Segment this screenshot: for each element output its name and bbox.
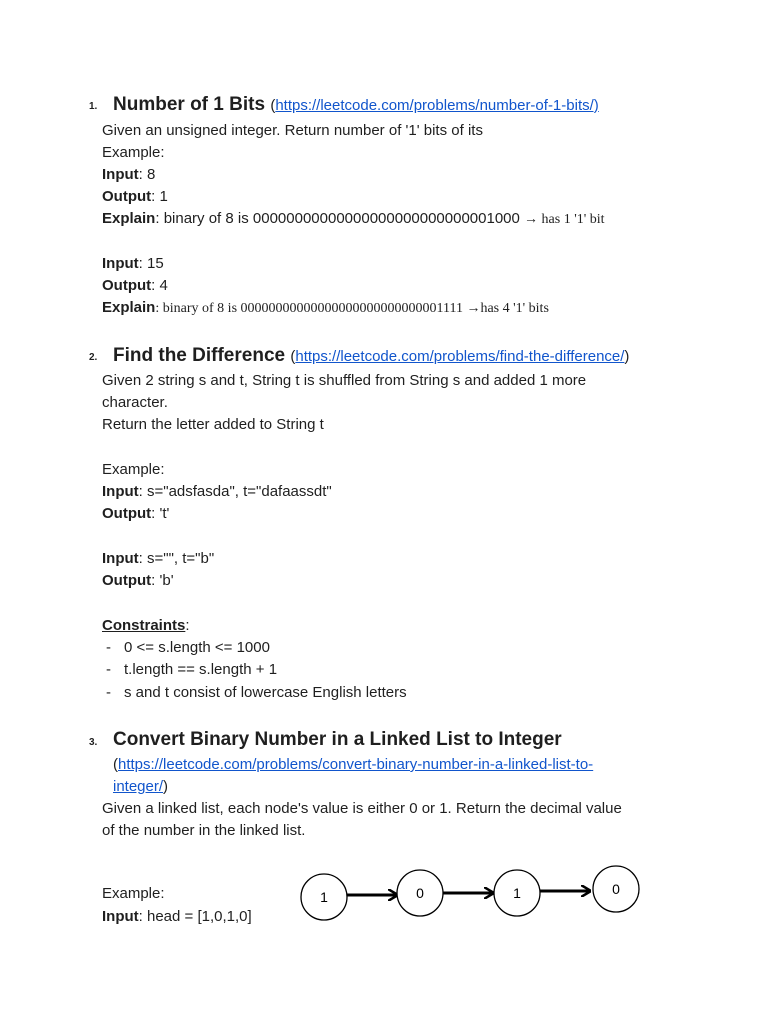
section-3-desc-line-2: of the number in the linked list. <box>102 822 306 839</box>
section-3-link[interactable]: https://leetcode.com/problems/convert-binary-number-in-a-linked-list-to- <box>118 756 594 773</box>
section-3-link-continued[interactable]: integer/ <box>113 778 164 795</box>
input-value: : head = [1,0,1,0] <box>138 908 252 925</box>
constraints-label: Constraints <box>102 617 186 634</box>
input-value: : 8 <box>138 166 156 183</box>
section-2-ex1-output <box>102 504 169 524</box>
section-3-example-label: Example: <box>102 885 165 902</box>
section-2-number: 2. <box>89 352 98 363</box>
explain-label: Explain <box>102 299 156 316</box>
section-1-ex1-input <box>102 165 155 185</box>
output-label: Output <box>102 277 152 294</box>
section-1-heading <box>113 93 599 118</box>
section-1-ex2-explain <box>102 298 549 319</box>
input-label: Input <box>102 166 139 183</box>
section-2-example-label: Example: <box>102 461 165 478</box>
section-3-input <box>102 907 252 927</box>
output-value: : 4 <box>151 277 168 294</box>
section-2-ex2-input <box>102 549 214 569</box>
list-node-3-value: 1 <box>513 885 521 901</box>
section-1-ex2-output <box>102 276 168 296</box>
list-node-4-value: 0 <box>612 881 620 897</box>
section-3-link-line-2 <box>113 777 168 797</box>
section-2-desc-line-2: character. <box>102 394 168 411</box>
constraint-item: t.length == s.length + 1 <box>124 661 278 678</box>
output-value: : 1 <box>151 188 168 205</box>
list-node-1-value: 1 <box>320 889 328 905</box>
section-1-number: 1. <box>89 101 98 112</box>
input-value: : s="", t="b" <box>138 550 215 567</box>
section-2-desc-line-3: Return the letter added to String t <box>102 416 324 433</box>
section-1-title: Number of 1 Bits <box>113 94 266 115</box>
input-value: : s="adsfasda", t="dafaassdt" <box>138 483 332 500</box>
constraint-item: s and t consist of lowercase English letters <box>124 684 407 701</box>
section-3-link-line-1 <box>113 755 593 775</box>
input-label: Input <box>102 908 139 925</box>
section-2-heading <box>113 344 629 369</box>
input-label: Input <box>102 483 139 500</box>
section-1-link-wrapper: (https://leetcode.com/problems/number-of-1-bits/) <box>270 97 599 114</box>
constraints-heading <box>102 616 190 636</box>
close-paren: ) <box>163 778 169 795</box>
bullet-dash: - <box>106 661 111 678</box>
bullet-dash: - <box>106 639 111 656</box>
input-label: Input <box>102 550 139 567</box>
list-node-2-value: 0 <box>416 885 424 901</box>
input-label: Input <box>102 255 139 272</box>
constraints-colon: : <box>185 617 190 634</box>
section-3-number: 3. <box>89 737 98 748</box>
section-3-heading <box>113 728 562 752</box>
explain-label: Explain <box>102 210 156 227</box>
explain-tail: → has 1 '1' bit <box>524 212 605 227</box>
section-2-link-wrapper: (https://leetcode.com/problems/find-the-difference/) <box>290 348 630 365</box>
section-2-ex1-input <box>102 482 332 502</box>
section-1-example-label: Example: <box>102 144 165 161</box>
section-2-ex2-output <box>102 571 174 591</box>
output-label: Output <box>102 505 152 522</box>
section-1-ex1-output <box>102 187 168 207</box>
section-3-desc-line-1: Given a linked list, each node's value is either 0 or 1. Return the decimal value <box>102 800 622 817</box>
section-1-ex1-explain <box>102 209 605 230</box>
section-1-ex2-input <box>102 254 164 274</box>
output-label: Output <box>102 572 152 589</box>
linked-list-diagram <box>298 862 643 934</box>
output-label: Output <box>102 188 152 205</box>
section-2-desc-line-1: Given 2 string s and t, String t is shuffled from String s and added 1 more <box>102 372 587 389</box>
constraint-item: 0 <= s.length <= 1000 <box>124 639 270 656</box>
open-paren: ( <box>113 756 118 773</box>
output-value: : 'b' <box>151 572 174 589</box>
bullet-dash: - <box>106 684 111 701</box>
explain-value: : binary of 8 is 00000000000000000000000000001000 <box>155 210 520 227</box>
section-1-description: Given an unsigned integer. Return number of '1' bits of its <box>102 122 483 139</box>
section-2-title: Find the Difference <box>113 345 286 366</box>
output-value: : 't' <box>151 505 170 522</box>
input-value: : 15 <box>138 255 164 272</box>
section-3-title: Convert Binary Number in a Linked List to Integer <box>113 729 562 750</box>
explain-value: : binary of 8 is 00000000000000000000000000001111 →has 4 '1' bits <box>155 301 549 316</box>
section-1-link[interactable]: https://leetcode.com/problems/number-of-1-bits/) <box>275 97 599 114</box>
section-2-link[interactable]: https://leetcode.com/problems/find-the-difference/ <box>295 348 625 365</box>
